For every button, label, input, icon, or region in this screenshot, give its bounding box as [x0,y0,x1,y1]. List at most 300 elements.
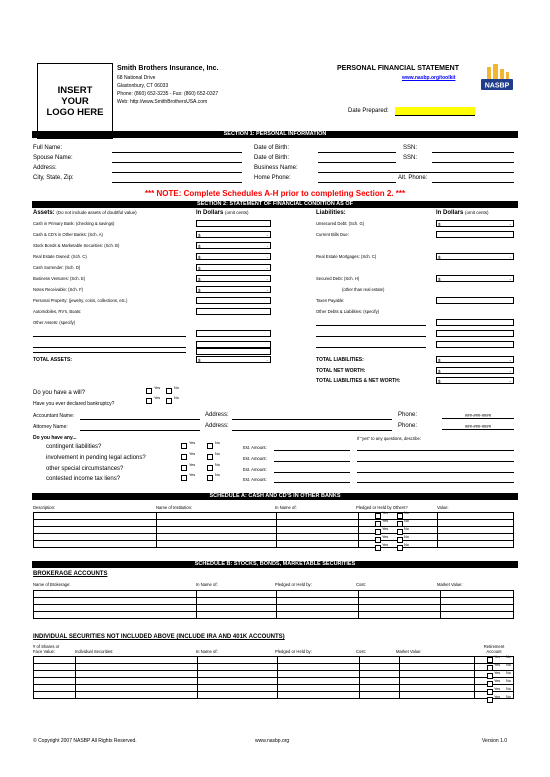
will-yes-checkbox[interactable] [146,388,152,394]
table-cell[interactable] [76,678,198,685]
schA-r1-yes-checkbox[interactable] [375,513,381,519]
other-asset-value-1[interactable] [196,330,271,337]
asset-value-other-banks[interactable] [196,231,271,238]
table-cell[interactable] [34,657,76,664]
attorney-phone-field[interactable]: ###-###-#### [442,424,514,430]
other-liab-line-3[interactable] [316,347,426,348]
total-net-worth-value[interactable] [436,367,514,374]
accountant-address-label: Address: [205,412,229,418]
table-cell[interactable] [34,534,157,541]
dash: - [266,266,268,271]
other-liab-value-1[interactable] [436,319,514,326]
city-state-zip-field[interactable] [112,182,242,183]
dash: - [266,233,268,238]
est-amount-field-2[interactable] [274,461,350,462]
attorney-label: Attorney Name: [33,424,68,430]
schA-r5-no-label: No [404,543,409,547]
table-cell[interactable] [76,671,198,678]
table-cell[interactable] [438,534,514,541]
table-cell[interactable] [278,678,360,685]
address-field[interactable] [112,172,242,173]
ret-r5-yes-checkbox[interactable] [487,689,493,695]
alt-phone-field[interactable] [432,182,514,183]
table-cell[interactable] [34,598,197,605]
dollar-sign: $ [198,288,201,293]
est-amount-field-4[interactable] [274,482,350,483]
table-cell[interactable] [157,513,277,520]
schA-r5-no-checkbox[interactable] [397,545,403,551]
table-cell[interactable] [360,678,400,685]
toolkit-link[interactable]: www.nasbp.org/toolkit [402,75,456,81]
asset-label-personal-property: Personal Property: (jewelry, coins, collections, etc.) [33,298,128,303]
assets-label: Assets: [33,210,55,216]
other-liab-value-2[interactable] [436,330,514,337]
asset-label-automobiles: Automobiles, RV's, Boats: [33,309,82,314]
ret-r3-no-label: No [506,671,511,675]
brokerage-col-in-name-of: In Name of: [196,582,218,587]
table-cell[interactable] [34,591,197,598]
assets-in-dollars: In Dollars [196,210,224,216]
table-cell[interactable] [359,591,441,598]
schA-r1-no-checkbox[interactable] [397,513,403,519]
est-amount-label-4: Est. Amount: [243,477,267,482]
contingent-no-checkbox[interactable] [207,443,213,449]
liabilities-label: Liabilities: [316,210,346,216]
table-cell[interactable] [277,591,359,598]
dollar-sign: $ [438,369,441,374]
dash: - [266,358,268,363]
dollar-sign: $ [438,277,441,282]
dollar-sign: $ [198,244,201,249]
contingent-no-label: No [215,441,220,445]
schA-col-description: Description: [33,505,56,510]
liab-value-secured[interactable] [436,275,514,282]
other-liab-value-3[interactable] [436,341,514,348]
form-title: PERSONAL FINANCIAL STATEMENT [337,65,459,72]
total-net-worth-label: TOTAL NET WORTH: [316,368,366,374]
table-cell[interactable] [359,598,441,605]
dollar-sign: $ [198,266,201,271]
bankruptcy-question: Have you ever declared bankruptcy? [33,401,115,407]
bankruptcy-yes-checkbox[interactable] [146,398,152,404]
table-cell[interactable] [34,605,197,612]
tax-yes-label: Yes [189,473,196,477]
individual-heading: INDIVIDUAL SECURITIES NOT INCLUDED ABOVE (INCLUDE IRA AND 401K ACCOUNTS) [33,634,285,640]
business-name-label: Business Name: [254,165,298,171]
table-cell[interactable] [278,685,360,692]
est-amount-field-3[interactable] [274,472,350,473]
ret-r4-yes-checkbox[interactable] [487,681,493,687]
schA-r2-no-checkbox[interactable] [397,521,403,527]
table-row [34,612,514,619]
ret-r6-yes-label: Yes [494,695,501,699]
special-yes-checkbox[interactable] [181,465,187,471]
est-amount-label-1: Est. Amount: [243,445,267,450]
table-cell[interactable] [438,513,514,520]
ind-col-retirement: Retirement Account [483,644,505,654]
legal-yes-label: Yes [189,452,196,456]
ind-col-securities: Individual Securities: [75,649,114,654]
table-cell[interactable] [400,657,475,664]
assets-dollars-heading [196,210,249,216]
accountant-address-field[interactable] [232,419,392,420]
table-cell[interactable] [441,612,514,619]
will-no-checkbox[interactable] [166,388,172,394]
brokerage-col-name: Name of Brokerage: [33,582,71,587]
table-cell[interactable] [277,612,359,619]
describe-line-3[interactable] [357,472,514,473]
assets-note: (Do not include assets of doubtful value) [56,210,137,215]
asset-value-real-estate[interactable] [196,253,271,260]
table-cell[interactable] [197,605,277,612]
table-cell[interactable] [76,657,198,664]
asset-value-business-ventures[interactable] [196,275,271,282]
assets-omit-cents: (omit cents) [225,210,249,215]
accountant-phone-field[interactable]: ###-###-#### [442,413,514,419]
scheduleA-table [33,512,514,548]
other-asset-value-3[interactable] [196,348,271,355]
alt-phone-label: Alt. Phone: [398,175,428,181]
footer-site: www.nasbp.org [255,738,290,744]
dollar-sign: $ [438,358,441,363]
total-liab-net-label: TOTAL LIABILITIES & NET WORTH: [316,378,401,384]
attorney-phone-label: Phone: [398,423,418,429]
if-yes-describe: If "yes" to any questions, describe: [357,436,421,441]
spouse-dob-field[interactable] [318,162,396,163]
bankruptcy-yes-label: Yes [154,396,161,400]
footer-version: Version 1.0 [482,738,508,744]
ret-r3-yes-checkbox[interactable] [487,673,493,679]
asset-label-other: Other Assets: (specify) [33,320,76,325]
table-cell[interactable] [277,541,359,548]
schA-r2-yes-checkbox[interactable] [375,521,381,527]
schA-r4-yes-checkbox[interactable] [375,537,381,543]
spouse-name-label: Spouse Name: [33,155,73,161]
ret-r5-yes-label: Yes [494,687,501,691]
tax-no-checkbox[interactable] [207,475,213,481]
ret-r1-yes-label: Yes [494,655,501,659]
asset-label-cash-surrender: Cash Surrender: (Sch. D) [33,265,81,270]
schA-r4-no-label: No [404,535,409,539]
bankruptcy-no-checkbox[interactable] [166,398,172,404]
table-cell[interactable] [277,598,359,605]
special-no-checkbox[interactable] [207,465,213,471]
table-cell[interactable] [197,598,277,605]
table-cell[interactable] [278,664,360,671]
table-cell[interactable] [34,513,157,520]
ind-col-pledged: Pledged or Held by: [275,649,312,654]
business-name-field[interactable] [318,172,514,173]
table-cell[interactable] [277,534,359,541]
table-cell[interactable] [360,685,400,692]
table-cell[interactable] [198,664,278,671]
table-cell[interactable] [76,685,198,692]
other-asset-line-1[interactable] [33,336,186,337]
ret-r1-no-label: No [506,655,511,659]
table-cell[interactable] [157,527,277,534]
total-liabilities-value[interactable] [436,356,514,363]
table-cell[interactable] [438,527,514,534]
table-cell[interactable] [34,671,76,678]
ind-col-shares: # of Shares or Face Value: [33,644,60,654]
table-cell[interactable] [277,605,359,612]
est-amount-label-3: Est. Amount: [243,467,267,472]
other-liab-line-1[interactable] [316,325,426,326]
table-cell[interactable] [34,520,157,527]
dob-label: Date of Birth: [254,145,290,151]
table-cell[interactable] [198,671,278,678]
table-cell[interactable] [197,612,277,619]
company-name: Smith Brothers Insurance, Inc. [117,65,219,72]
asset-value-personal-property[interactable] [196,297,271,304]
table-cell[interactable] [34,612,197,619]
table-cell[interactable] [157,541,277,548]
date-prepared-label: Date Prepared: [348,108,389,114]
q-special: other special circumstances? [46,466,124,472]
other-liab-line-2[interactable] [316,336,426,337]
spouse-ssn-field[interactable] [432,162,514,163]
other-asset-line-2[interactable] [33,347,186,348]
logo-line-1: INSERT [57,84,93,96]
dash: - [509,379,511,384]
dollar-sign: $ [438,222,441,227]
table-cell[interactable] [278,692,360,699]
schA-r3-yes-checkbox[interactable] [375,529,381,535]
table-cell[interactable] [438,541,514,548]
home-phone-label: Home Phone: [254,175,291,181]
table-cell[interactable] [76,692,198,699]
spouse-ssn-label: SSN: [403,155,418,161]
table-cell[interactable] [277,513,359,520]
home-phone-field[interactable] [318,182,396,183]
table-cell[interactable] [34,678,76,685]
asset-value-securities[interactable] [196,242,271,249]
dollar-sign: $ [198,255,201,260]
accountant-label: Accountant Name: [33,413,75,419]
liab-value-unsecured[interactable] [436,220,514,227]
liab-value-taxes[interactable] [436,297,514,304]
table-cell[interactable] [441,591,514,598]
company-web: Web: http://www.SmithBrothersUSA.com [117,99,208,105]
brokerage-col-cost: Cost: [356,582,366,587]
table-row [34,664,514,671]
dob-field[interactable] [318,152,396,153]
logo-line-3: LOGO HERE [46,106,104,118]
table-cell[interactable] [359,612,441,619]
est-amount-field-1[interactable] [274,450,350,451]
ret-r2-yes-checkbox[interactable] [487,665,493,671]
accountant-phone-label: Phone: [398,412,418,418]
q-tax-liens: contested income tax liens? [46,476,121,482]
table-cell[interactable] [360,692,400,699]
table-row [34,591,514,598]
table-row [34,541,514,548]
will-no-label: No [174,386,179,390]
table-cell[interactable] [157,534,277,541]
ret-r2-no-label: No [506,663,511,667]
liab-value-current-bills[interactable] [436,231,514,238]
schA-col-in-name-of: In Name of: [275,505,297,510]
nasbp-logo-icon [479,64,515,94]
table-cell[interactable] [34,541,157,548]
table-cell[interactable] [277,527,359,534]
liab-label-other: Other Debts & Liabilities: (specify) [316,309,380,314]
ret-r6-yes-checkbox[interactable] [487,697,493,703]
table-cell[interactable] [198,678,278,685]
section2-header: SECTION 2: STATEMENT OF FINANCIAL CONDITION AS OF [32,201,518,208]
dollar-sign: $ [198,358,201,363]
contingent-yes-checkbox[interactable] [181,443,187,449]
ssn-field[interactable] [432,152,514,153]
table-row [34,657,514,664]
ret-r5-no-label: No [506,687,511,691]
other-asset-line-3[interactable] [33,352,186,353]
schA-col-value: Value: [437,505,449,510]
dash: - [509,255,511,260]
asset-label-primary-bank: Cash in Primary Bank: (checking & savings) [33,221,115,226]
describe-line-2[interactable] [357,461,514,462]
attorney-address-label: Address: [205,423,229,429]
table-cell[interactable] [400,685,475,692]
asset-label-other-banks: Cash & CD's in Other Banks: (Sch. A) [33,232,103,237]
table-cell[interactable] [360,657,400,664]
schA-r2-no-label: No [404,519,409,523]
accountant-field[interactable] [80,419,200,420]
table-cell[interactable] [441,605,514,612]
legal-no-checkbox[interactable] [207,454,213,460]
full-name-field[interactable] [112,152,242,153]
note-banner: *** NOTE: Complete Schedules A-H prior to completing Section 2. *** [144,189,406,198]
asset-label-real-estate: Real Estate Owned: (Sch. C) [33,254,87,259]
asset-value-primary-bank[interactable] [196,220,271,227]
total-assets-value[interactable] [196,356,271,363]
table-cell[interactable] [278,671,360,678]
liab-label-secured-note: (other than real estate) [342,287,385,292]
liab-label-taxes: Taxes Payable: [316,298,345,303]
table-cell[interactable] [400,671,475,678]
table-cell[interactable] [34,685,76,692]
table-cell[interactable] [400,678,475,685]
table-cell[interactable] [360,664,400,671]
dollar-sign: $ [198,233,201,238]
schA-col-institution: Name of Institution: [156,505,193,510]
total-assets-label: TOTAL ASSETS: [33,357,72,363]
table-cell[interactable] [438,520,514,527]
scheduleA-header: SCHEDULE A: CASH AND CD'S IN OTHER BANKS [32,493,518,500]
dash: - [266,244,268,249]
ret-r3-yes-label: Yes [494,671,501,675]
table-cell[interactable] [441,598,514,605]
q-contingent: contingent liabilities? [46,444,102,450]
dash: - [509,222,511,227]
table-cell[interactable] [197,591,277,598]
est-amount-label-2: Est. Amount: [243,456,267,461]
table-cell[interactable] [400,692,475,699]
ret-r1-yes-checkbox[interactable] [487,657,493,663]
ssn-label: SSN: [403,145,418,151]
individual-securities-table [33,656,514,699]
liab-value-mortgages[interactable] [436,253,514,260]
total-liab-net-value[interactable] [436,377,514,384]
asset-value-automobiles[interactable] [196,308,271,315]
city-state-zip-label: City, State, Zip: [33,175,74,181]
liab-label-secured: Secured Debt: (Sch. H) [316,276,360,281]
other-asset-value-2[interactable] [196,341,271,348]
contingent-yes-label: Yes [189,441,196,445]
table-cell[interactable] [34,664,76,671]
company-address2: Glastonbury, CT 06033 [117,83,169,89]
ret-r4-yes-label: Yes [494,679,501,683]
ind-col-market-value: Market Value: [396,649,422,654]
table-cell[interactable] [277,520,359,527]
table-cell[interactable] [34,692,76,699]
table-cell[interactable] [198,692,278,699]
dash: - [266,277,268,282]
brokerage-col-market-value: Market Value: [437,582,463,587]
date-prepared-field[interactable] [395,107,475,116]
logo-line-2: YOUR [61,95,89,107]
liab-label-unsecured: Unsecured Debt: (Sch. G) [316,221,365,226]
table-row [34,527,514,534]
brokerage-table [33,590,514,619]
table-cell[interactable] [76,664,198,671]
attorney-address-field[interactable] [232,430,392,431]
assets-heading [33,210,137,216]
table-cell[interactable] [278,657,360,664]
table-cell[interactable] [34,527,157,534]
asset-value-notes-receivable[interactable] [196,286,271,293]
schA-r5-yes-checkbox[interactable] [375,545,381,551]
tax-yes-checkbox[interactable] [181,475,187,481]
table-cell[interactable] [400,664,475,671]
table-cell[interactable] [360,671,400,678]
table-cell[interactable] [359,605,441,612]
attorney-field[interactable] [80,430,200,431]
will-yes-label: Yes [154,386,161,390]
company-address1: 68 National Drive [117,75,156,81]
dollar-sign: $ [438,379,441,384]
liabilities-omit-cents: (omit cents) [465,210,489,215]
special-yes-label: Yes [189,463,196,467]
table-cell[interactable] [198,657,278,664]
table-cell[interactable] [157,520,277,527]
describe-line-4[interactable] [357,482,514,483]
any-question: Do you have any... [33,435,77,441]
section1-header: SECTION 1: PERSONAL INFORMATION [32,131,518,138]
legal-yes-checkbox[interactable] [181,454,187,460]
table-row [34,678,514,685]
logo-placeholder [37,63,113,139]
liab-label-current-bills: Current Bills Due: [316,232,349,237]
dash: - [266,255,268,260]
liab-label-mortgages: Real Estate Mortgages: (Sch. C) [316,254,377,259]
spouse-name-field[interactable] [112,162,242,163]
table-cell[interactable] [198,685,278,692]
describe-line-1[interactable] [357,450,514,451]
q-legal: involvement in pending legal actions? [46,455,146,461]
table-row [34,520,514,527]
asset-value-cash-surrender[interactable] [196,264,271,271]
schA-col-pledged: Pledged or Held by Others? [356,505,408,510]
ind-col-cost: Cost: [356,649,366,654]
spouse-dob-label: Date of Birth: [254,155,290,161]
legal-no-label: No [215,452,220,456]
special-no-label: No [215,463,220,467]
schA-r3-yes-label: Yes [382,527,389,531]
schA-r5-yes-label: Yes [382,543,389,547]
schA-r4-no-checkbox[interactable] [397,537,403,543]
schA-r3-no-checkbox[interactable] [397,529,403,535]
